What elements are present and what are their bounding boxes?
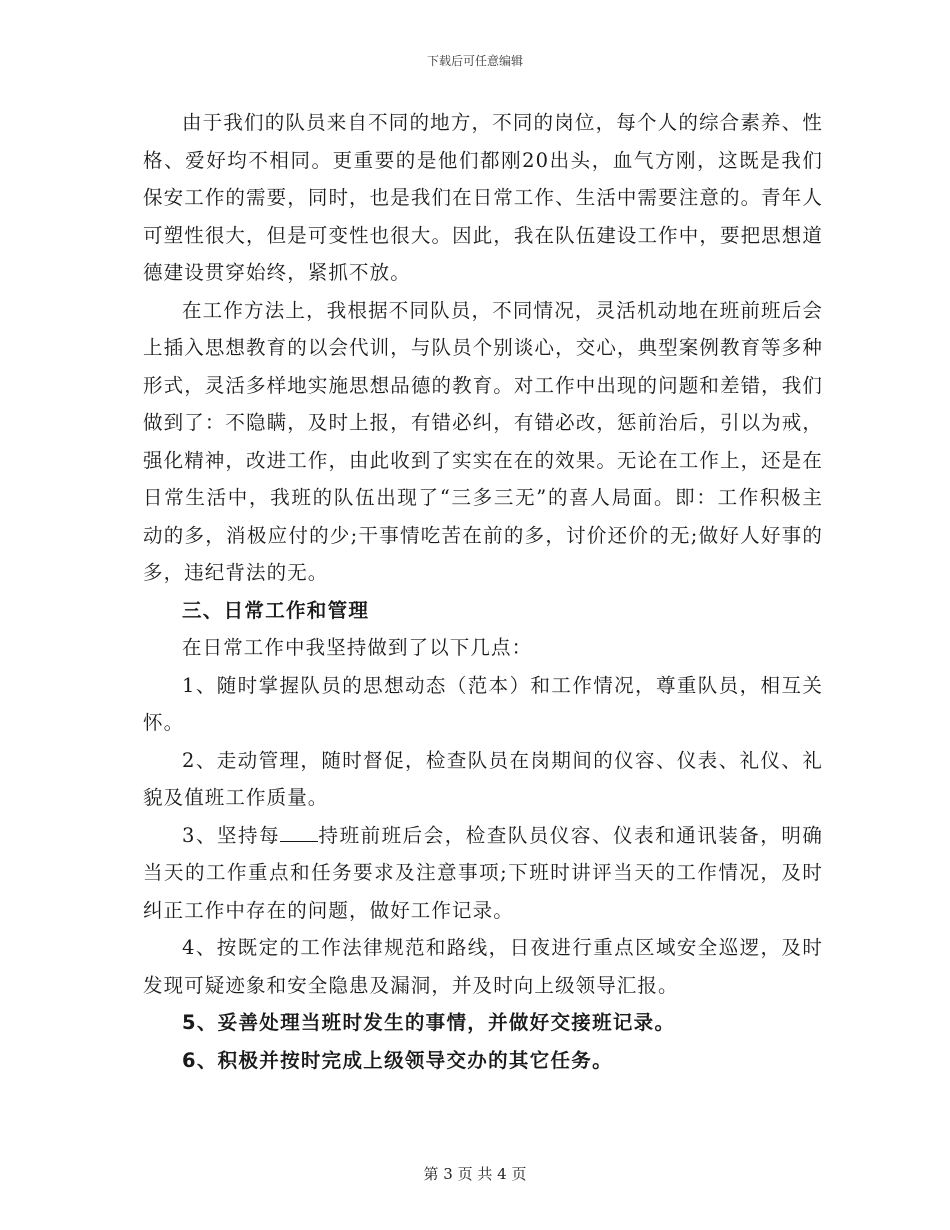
paragraph-team-background: 由于我们的队员来自不同的地方，不同的岗位，每个人的综合素养、性格、爱好均不相同。更重要的是他们都刚20出头，血气方刚，这既是我们保安工作的需要，同时，也是我们在日常工作、生活中需要注意的。青年人可塑性很大，但是可变性也很大。因此，我在队伍建设工作中，要把思想道德建设贯穿始终，紧抓不放。 xyxy=(143,111,823,284)
paragraph-work-methods: 在工作方法上，我根据不同队员，不同情况，灵活机动地在班前班后会上插入思想教育的以会代训，与队员个别谈心，交心，典型案例教育等多种形式，灵活多样地实施思想品德的教育。对工作中出现的问题和差错，我们做到了：不隐瞒，及时上报，有错必纠，有错必改，惩前治后，引以为戒，强化精神，改进工作，由此收到了实实在在的效果。无论在工作上，还是在日常生活中，我班的队伍出现了“三多三无”的喜人局面。即：工作积极主动的多，消极应付的少;干事情吃苦在前的多，讨价还价的无;做好人好事的多，违纪背法的无。 xyxy=(143,298,823,584)
list-item-3-after-blank: 持班前班后会，检查队员仪容、仪表和通讯装备，明确当天的工作重点和任务要求及注意事项;下班时讲评当天的工作情况，及时纠正工作中存在的问题，做好工作记录。 xyxy=(143,823,823,922)
list-item-5: 5、妥善处理当班时发生的事情，并做好交接班记录。 xyxy=(182,1011,676,1034)
fill-in-blank xyxy=(280,823,318,842)
paragraph-daily-intro: 在日常工作中我坚持做到了以下几点： xyxy=(182,636,533,659)
document-body xyxy=(143,104,823,1079)
list-item-3 xyxy=(143,817,823,930)
list-item-1: 1、随时掌握队员的思想动态（范本）和工作情况，尊重队员，相互关怀。 xyxy=(143,673,823,734)
section-heading-daily-work: 三、日常工作和管理 xyxy=(182,598,370,622)
list-item-2: 2、走动管理，随时督促，检查队员在岗期间的仪容、仪表、礼仪、礼貌及值班工作质量。 xyxy=(143,748,823,809)
list-item-6: 6、积极并按时完成上级领导交办的其它任务。 xyxy=(182,1048,613,1072)
list-item-3-before-blank: 3、坚持每 xyxy=(182,823,281,847)
page-header: 下载后可任意编辑 xyxy=(426,54,523,68)
page-number-footer: 第 3 页 共 4 页 xyxy=(423,1165,527,1183)
list-item-4: 4、按既定的工作法律规范和路线，日夜进行重点区域安全巡逻，及时发现可疑迹象和安全隐患及漏洞，并及时向上级领导汇报。 xyxy=(143,936,823,997)
